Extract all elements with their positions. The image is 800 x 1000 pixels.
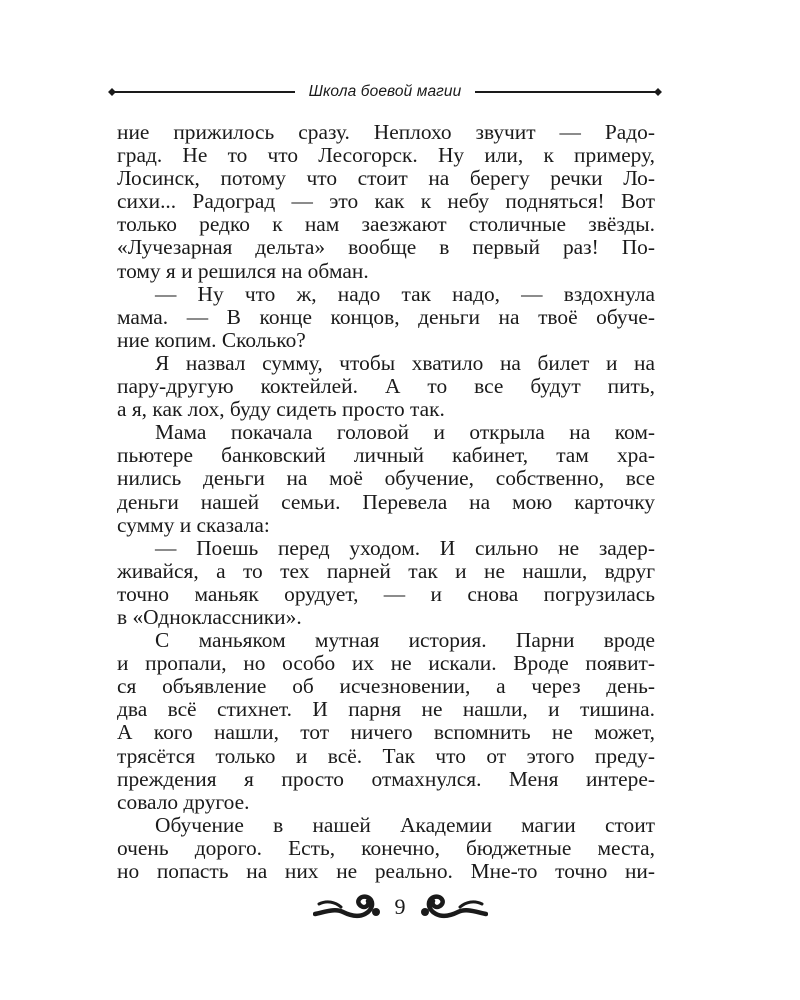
swirl-ornament-right-icon [418,892,488,922]
text-line: нились деньги на моё обучение, собственно, все [117,467,655,491]
text-line: — Поешь перед уходом. И сильно не задер- [155,536,655,560]
text-line: ние копим. Сколько? [117,328,306,352]
text-line: точно маньяк орудует, — и снова погрузилась [117,582,655,606]
text-line: пару-другую коктейлей. А то все будут пить, [117,375,655,399]
text-line: Обучение в нашей Академии магии стоит [155,813,655,837]
page-footer [0,889,800,925]
text-line: — Ну что ж, надо так надо, — вздохнула [155,282,655,306]
book-page-text [117,121,655,883]
text-line: град. Не то что Лесогорск. Ну или, к примеру, [117,144,655,168]
text-line: и пропали, но особо их не искали. Вроде появит- [117,652,655,676]
text-line: преждения я просто отмахнулся. Меня интере- [117,767,655,791]
running-header [112,78,658,106]
header-rule-left [112,91,295,93]
text-line: Мама покачала головой и открыла на ком- [155,421,655,445]
text-line: С маньяком мутная история. Парни вроде [155,629,655,653]
text-line: «Лучезарная дельта» вообще в первый раз! По- [117,236,655,260]
text-line: сихи... Радоград — это как к небу подняться! Вот [117,190,655,214]
text-line: очень дорого. Есть, конечно, бюджетные места, [117,836,655,860]
swirl-ornament-left-icon [313,892,383,922]
text-line: сумму и сказала: [117,513,270,537]
text-line: пьютере банковский личный кабинет, там хра- [117,444,655,468]
header-rule-right [475,91,658,93]
text-line: только редко к нам заезжают столичные звёзды. [117,213,655,237]
text-line: а я, как лох, буду сидеть просто так. [117,398,445,422]
text-line: мама. — В конце концов, деньги на твоё обуче- [117,305,655,329]
text-line: но попасть на них не реально. Мне-то точно ни- [117,860,655,883]
text-line: ние прижилось сразу. Неплохо звучит — Радо- [117,121,655,144]
text-line: в «Одноклассники». [117,605,302,629]
text-line: трясётся только и всё. Так что от этого преду- [117,744,655,768]
text-line: живайся, а то тех парней так и не нашли, вдруг [117,559,655,583]
text-line: А кого нашли, тот ничего вспомнить не может, [117,721,655,745]
text-line: Лосинск, потому что стоит на берегу речки Ло- [117,167,655,191]
text-line: тому я и решился на обман. [117,259,369,283]
text-line: Я назвал сумму, чтобы хватило на билет и на [155,351,655,375]
page-number: 9 [394,894,406,919]
text-line: деньги нашей семьи. Перевела на мою карточку [117,490,655,514]
text-line: совало другое. [117,790,250,814]
text-line: два всё стихнет. И парня не нашли, и тишина. [117,698,655,722]
running-title: Школа боевой магии [308,83,462,100]
text-line: ся объявление об исчезновении, а через день- [117,675,655,699]
